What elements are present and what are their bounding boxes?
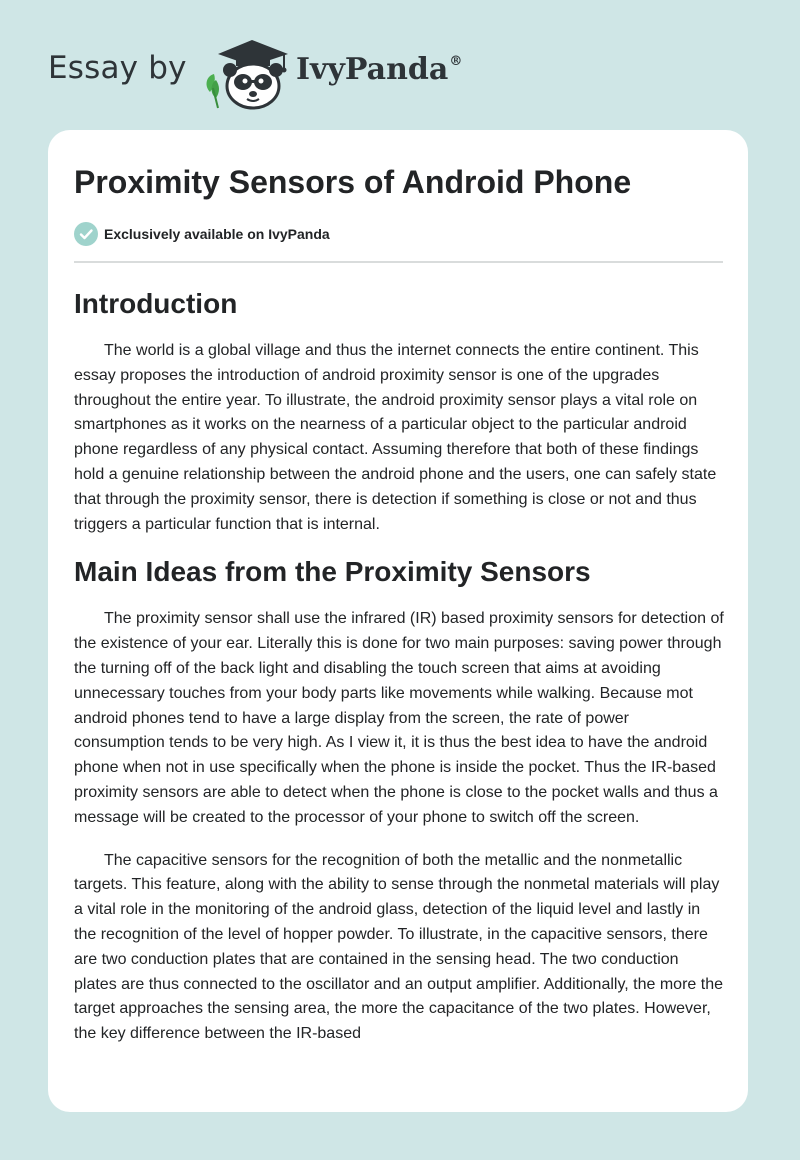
registered-mark: ® — [449, 54, 463, 69]
divider — [74, 261, 723, 263]
page-title: Proximity Sensors of Android Phone — [74, 164, 632, 200]
section-heading-main-ideas: Main Ideas from the Proximity Sensors — [74, 556, 591, 588]
panda-logo-svg — [200, 36, 292, 110]
brand-text: IvyPanda — [296, 52, 449, 87]
brand-name[interactable] — [296, 52, 462, 87]
exclusive-badge — [74, 222, 330, 246]
site-header — [0, 0, 800, 130]
paragraph: The capacitive sensors for the recognition of both the metallic and the nonmetallic targets. This feature, along with the ability to sense through the nonmetal materials will play a vital role in the monitoring of the android glass, detection of the liquid level and lastly in the recognition of the level of hopper powder. To illustrate, in the capacitive sensors, there are two conduction plates that are contained in the sensing head. The two conduction plates are thus connected to the oscillator and an output amplifier. Additionally, the more the target approaches the sensing area, the more the capacitance of the two plates. However, the key difference between the IR-based — [74, 851, 723, 1043]
badge-text: Exclusively available on IvyPanda — [104, 226, 330, 242]
panda-graduate-icon[interactable] — [200, 36, 292, 110]
check-circle-icon — [74, 222, 98, 246]
paragraph: The proximity sensor shall use the infrared (IR) based proximity sensors for detection of the existence of your ear. Literally this is done for two main purposes: saving power through the turning off of the back light and disabling the touch screen that aims at avoiding unnecessary touches from your body parts like movements while walking. Because mot android phones tend to have a large display from the screen, the rate of power consumption tends to be very high. As I view it, it is thus the best idea to have the android phone when not in use specifically when the phone is inside the pocket. Thus the IR-based proximity sensors are able to detect when the phone is close to the pocket walls and thus a message will be created to the processor of your phone to switch off the screen. — [74, 610, 724, 826]
essay-by-label: Essay by — [48, 50, 187, 86]
article-content — [74, 272, 724, 1047]
section-heading-introduction: Introduction — [74, 288, 238, 319]
paragraph: The world is a global village and thus the internet connects the entire continent. This essay proposes the introduction of android proximity sensor is one of the upgrades throughout the entire year. To illustrate, the android proximity sensor plays a vital role on smartphones as it works on the nearness of a particular object to the particular android phone regardless of any physical contact. Assuming therefore that both of these findings hold a genuine relationship between the android phone and the users, one can safely state that through the proximity sensor, there is detection if something is close or not and thus triggers a particular function that is internal. — [74, 342, 717, 533]
essay-card — [48, 130, 748, 1112]
